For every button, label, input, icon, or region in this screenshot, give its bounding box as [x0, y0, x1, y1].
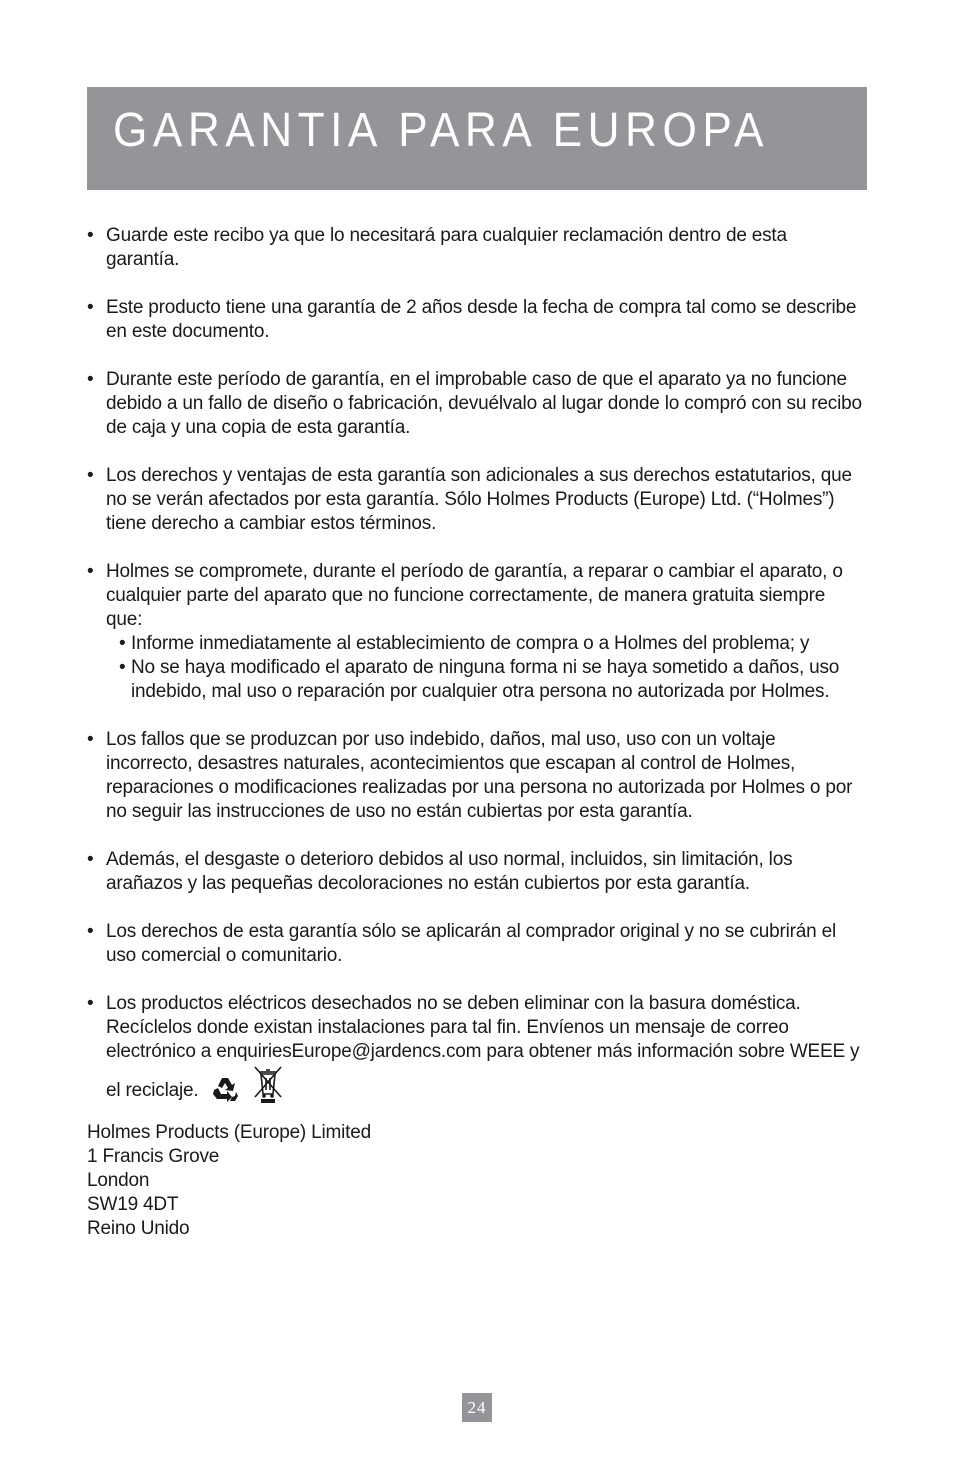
address-block: [87, 1121, 862, 1241]
list-item: • Además, el desgaste o deterioro debidos al uso normal, incluidos, sin limitación, los arañazos y las pequeñas decoloraciones no están cubiertos por esta garantía.: [87, 848, 862, 896]
list-item: [87, 992, 862, 1111]
warranty-list: [87, 224, 862, 1111]
recycle-icon: [210, 1076, 240, 1111]
list-item: [87, 560, 862, 704]
list-item: • Durante este período de garantía, en el improbable caso de que el aparato ya no funcione debido a un fallo de diseño o fabricación, devuélvalo al lugar donde lo compró con su recibo de caja y una copia de esta garantía.: [87, 368, 862, 440]
list-item-text: Los productos eléctricos desechados no se deben eliminar con la basura doméstica. Recíclelos donde existan instalaciones para tal fin. Envíenos un mensaje de correo electrónico a enquiriesEurope@jardencs.com para obtener más información sobre WEEE y el reciclaje.: [106, 993, 860, 1101]
address-city: London: [87, 1170, 150, 1191]
address-street: 1 Francis Grove: [87, 1146, 220, 1167]
page-number: 24: [462, 1393, 492, 1422]
crossed-out-bin-icon: [251, 1064, 285, 1111]
address-country: Reino Unido: [87, 1218, 190, 1239]
address-company: Holmes Products (Europe) Limited: [87, 1122, 371, 1143]
sub-list-item: • Informe inmediatamente al establecimiento de compra o a Holmes del problema; y: [119, 632, 862, 656]
list-item: • Los derechos y ventajas de esta garantía son adicionales a sus derechos estatutarios, que no se verán afectados por esta garantía. Sólo Holmes Products (Europe) Ltd. (“Holmes”) tiene derecho a cambiar estos términos.: [87, 464, 862, 536]
address-postcode: SW19 4DT: [87, 1194, 179, 1215]
list-item: • Los fallos que se produzcan por uso indebido, daños, mal uso, uso con un voltaje incorrecto, desastres naturales, acontecimientos que escapan al control de Holmes, reparaciones o modificaciones realizadas por una persona no autorizada por Holmes o por no seguir las instrucciones de uso no están cubiertas por esta garantía.: [87, 728, 862, 824]
sub-list-item: • No se haya modificado el aparato de ninguna forma ni se haya sometido a daños, uso indebido, mal uso o reparación por cualquier otra persona no autorizada por Holmes.: [119, 656, 862, 704]
conditions-list: [106, 632, 862, 704]
list-item: • Los derechos de esta garantía sólo se aplicarán al comprador original y no se cubrirán el uso comercial o comunitario.: [87, 920, 862, 968]
warranty-content: [87, 224, 862, 1241]
list-item: • Este producto tiene una garantía de 2 años desde la fecha de compra tal como se describe en este documento.: [87, 296, 862, 344]
list-item-text: • Holmes se compromete, durante el período de garantía, a reparar o cambiar el aparato, o cualquier parte del aparato que no funcione correctamente, de manera gratuita siempre que:: [106, 561, 843, 630]
page-title: GARANTIA PARA EUROPA: [113, 104, 770, 157]
list-item: • Guarde este recibo ya que lo necesitará para cualquier reclamación dentro de esta garantía.: [87, 224, 862, 272]
